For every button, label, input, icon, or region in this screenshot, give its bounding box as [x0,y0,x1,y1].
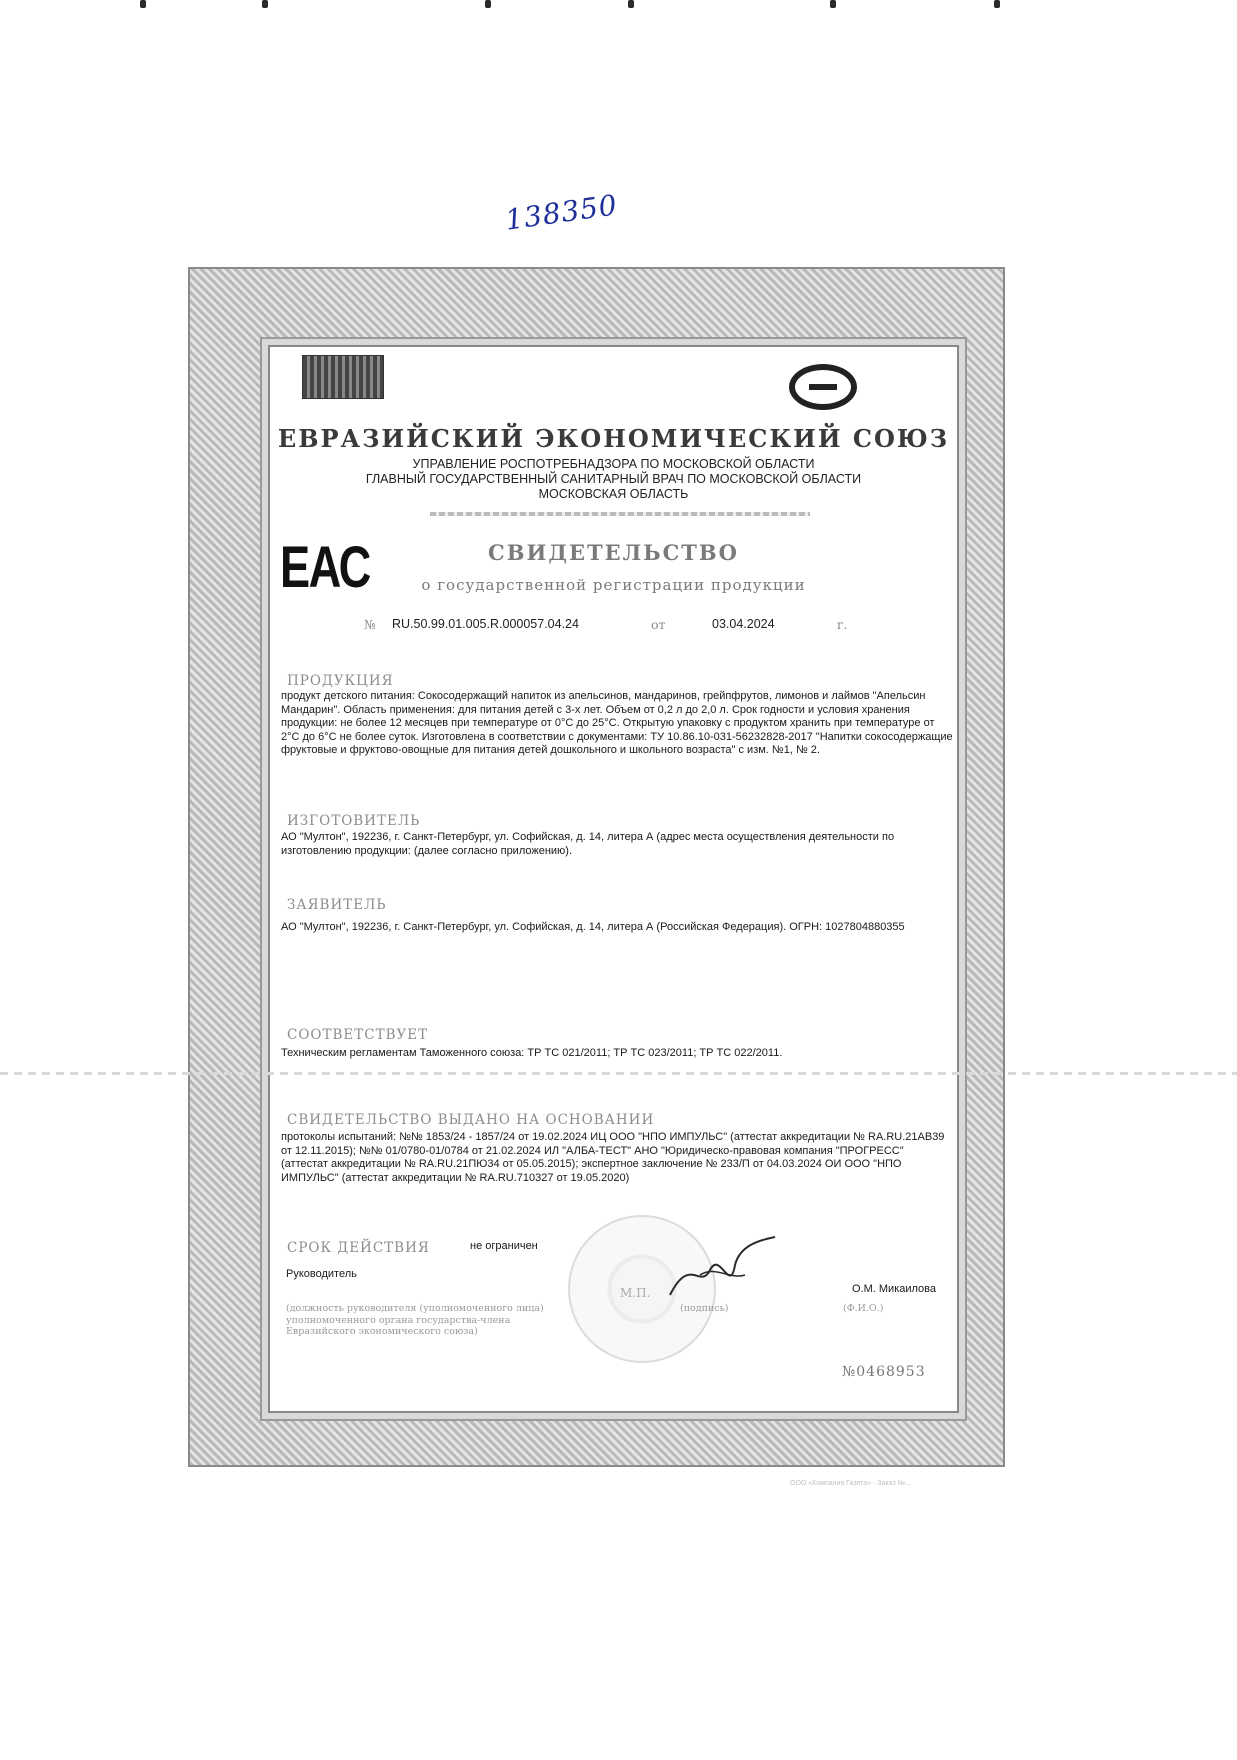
product-text: продукт детского питания: Сокосодержащий напиток из апельсинов, мандаринов, грейпфрутов, лимонов и лаймов "Апельсин Мандарин". Область применения: для питания детей с 3-х лет. Объем от 0,2 л до 2,0 л. Срок годности и условия хранения продукции: не более 12 месяцев при температуре от 0°С до 25°С. Открытую упаковку с продуктом хранить при температуре от 2°С до 6°С не более суток. Изготовлена в соответствии с документами: ТУ 10.86.10-031-56232828-2017 "Напитки сокосодержащие фруктовые и фруктово-овощные для питания детей дошкольного и школьного возраста" с изм. №1, № 2. [281,690,953,757]
scan-fold-line [0,1072,1237,1075]
authority-line: МОСКОВСКАЯ ОБЛАСТЬ [538,487,689,501]
manufacturer-text: АО "Мултон", 192236, г. Санкт-Петербург, ул. Софийская, д. 14, литера А (адрес места осуществления деятельности по изготовлению продукции: (далее согласно приложению). [281,831,895,857]
basis-text: протоколы испытаний: №№ 1853/24 - 1857/24 от 19.02.2024 ИЦ ООО "НПО ИМПУЛЬС" (аттестат аккредитации № RA.RU.21АВ39 от 12.11.2015); №№ 01/0780-01/0784 от 21.02.2024 ИЛ "АЛБА-ТЕСТ" АНО "Юридическо-правовая компания "ПРОГРЕСС" (аттестат аккредитации № RA.RU.21ПЮ34 от 05.05.2015); экспертное заключение № 233/П от 04.03.2024 ОИ ООО "НПО ИМПУЛЬС" (аттестат аккредитации № RA.RU.710327 от 19.05.2020) [281,1131,945,1184]
manufacturer-heading: ИЗГОТОВИТЕЛЬ [287,813,421,829]
handwritten-number: 138350 [503,188,620,237]
certificate-number: RU.50.99.01.005.R.000057.04.24 [392,617,579,631]
conformity-heading: СООТВЕТСТВУЕТ [287,1027,429,1043]
number-label: № [364,617,376,632]
product-heading: ПРОДУКЦИЯ [287,673,394,689]
authority-line: УПРАВЛЕНИЕ РОСПОТРЕБНАДЗОРА ПО МОСКОВСКОЙ ОБЛАСТИ [412,457,815,471]
authority-line: ГЛАВНЫЙ ГОСУДАРСТВЕННЫЙ САНИТАРНЫЙ ВРАЧ ПО МОСКОВСКОЙ ОБЛАСТИ [365,472,862,486]
basis-heading: СВИДЕТЕЛЬСТВО ВЫДАНО НА ОСНОВАНИИ [287,1112,655,1128]
scan-artifact [994,0,1000,8]
signature-caption: (подпись) [680,1303,729,1314]
serial-number: №0468953 [842,1364,926,1380]
certificate-title: СВИДЕТЕЛЬСТВО [488,540,739,565]
issuing-authority [268,457,959,502]
union-title: ЕВРАЗИЙСКИЙ ЭКОНОМИЧЕСКИЙ СОЮЗ [277,424,950,453]
eac-mark-icon: ЕАС [280,535,370,600]
validity-value: не ограничен [470,1240,538,1252]
date-label: от [651,617,666,632]
signature-icon [660,1235,780,1305]
scan-artifact [628,0,634,8]
scan-artifact [140,0,146,8]
printer-note: ООО «Компания Газета» · Заказ №... [790,1480,911,1487]
scan-artifact [262,0,268,8]
year-suffix: г. [837,617,848,632]
scan-artifact [830,0,836,8]
eurasian-union-logo-icon [789,364,857,410]
certificate-date: 03.04.2024 [712,617,775,631]
signatory-name: О.М. Микаилова [852,1283,937,1295]
applicant-text: АО "Мултон", 192236, г. Санкт-Петербург, ул. Софийская, д. 14, литера А (Российская Федерация). ОГРН: 1027804880355 [281,921,905,933]
validity-heading: СРОК ДЕЙСТВИЯ [287,1240,430,1256]
seal-label: М.П. [620,1286,651,1300]
position-caption: (должность руководителя (уполномоченного лица) уполномоченного органа государства-члена Евразийского экономического союза) [286,1303,544,1337]
applicant-heading: ЗАЯВИТЕЛЬ [287,897,387,913]
signatory-role: Руководитель [286,1268,357,1280]
name-caption: (Ф.И.О.) [843,1303,884,1314]
conformity-text: Техническим регламентам Таможенного союза: ТР ТС 021/2011; ТР ТС 023/2011; ТР ТС 022/2011. [281,1047,783,1059]
security-emblem-icon [302,355,384,399]
certificate-subtitle: о государственной регистрации продукции [421,576,806,594]
scan-artifact [485,0,491,8]
authority-caption-line [430,512,810,516]
